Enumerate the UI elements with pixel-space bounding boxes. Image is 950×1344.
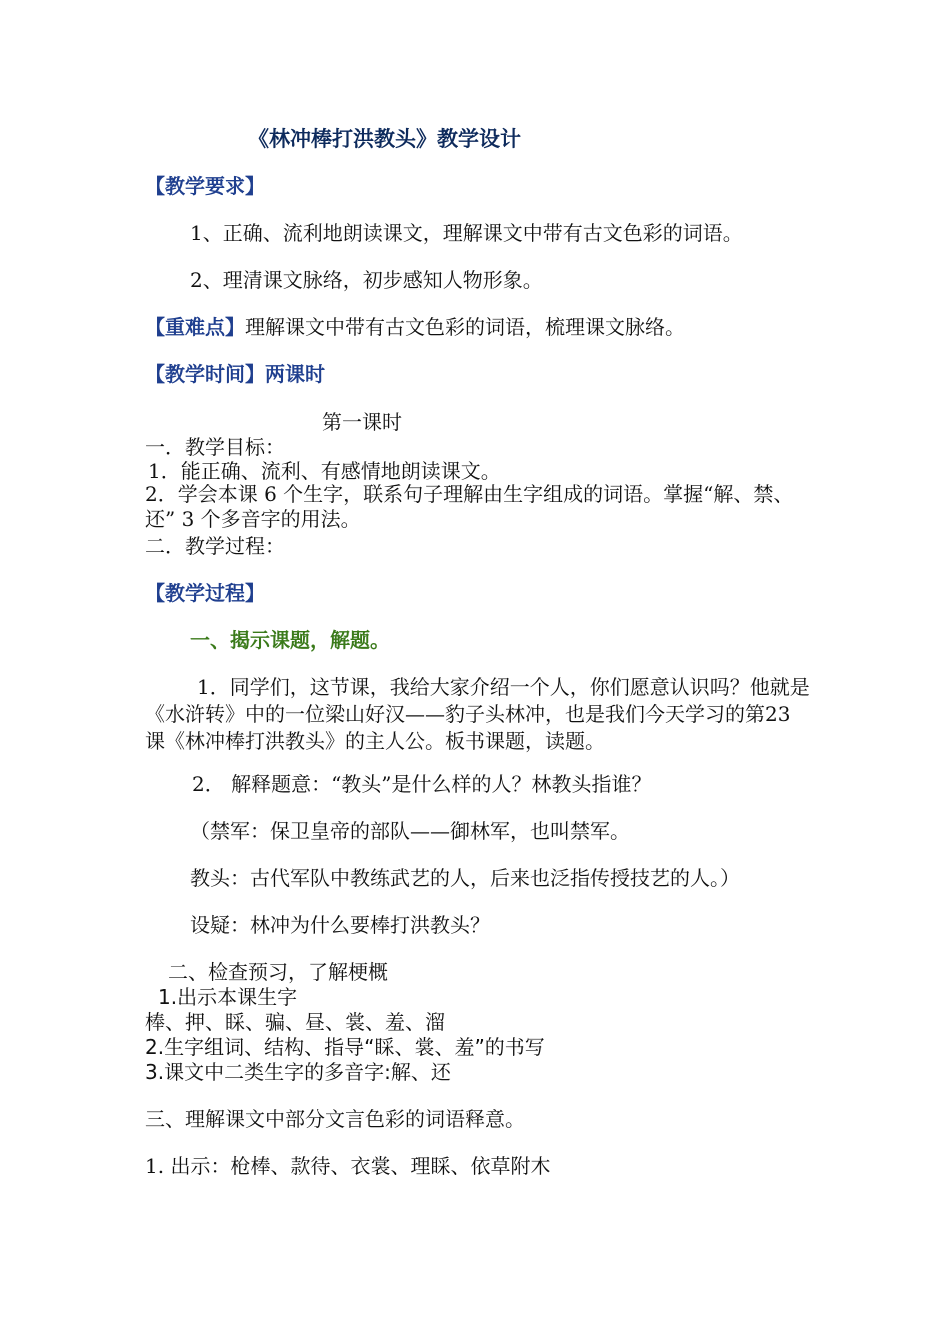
step-1-paragraph-4: 教头：古代军队中教练武艺的人，后来也泛指传授技艺的人。） bbox=[190, 866, 740, 890]
step-2-item-1: 1.出示本课生字 bbox=[158, 985, 298, 1009]
section-heading-requirements: 【教学要求】 bbox=[145, 174, 265, 198]
step-2-item-3: 3.课文中二类生字的多音字:解、还 bbox=[145, 1060, 451, 1084]
step-2-item-2: 2.生字组词、结构、指导“睬、裳、羞”的书写 bbox=[145, 1035, 545, 1059]
step-1-paragraph-1: 1．同学们，这节课，我给大家介绍一个人，你们愿意认识吗？他就是《水浒转》中的一位梁山好汉——豹子头林冲，也是我们今天学习的第23课《林冲棒打洪教头》的主人公。板书课题，读题。 bbox=[145, 675, 810, 753]
section-heading-key-points: 【重难点】 bbox=[145, 315, 245, 339]
lesson-one-title: 第一课时 bbox=[322, 410, 402, 434]
requirement-item-2: 2、理清课文脉络，初步感知人物形象。 bbox=[190, 268, 543, 292]
step-1-paragraph-5: 设疑：林冲为什么要棒打洪教头？ bbox=[190, 913, 490, 937]
goal-item-1: 1．能正确、流利、有感情地朗读课文。 bbox=[148, 459, 501, 483]
step-2-characters: 棒、押、睬、骗、昼、裳、羞、溜 bbox=[145, 1010, 445, 1034]
step-1-paragraph-2: 2． 解释题意：“教头”是什么样的人？林教头指谁？ bbox=[192, 772, 652, 796]
step-2-heading: 二、检查预习，了解梗概 bbox=[168, 960, 388, 984]
step-3-item-1: 1. 出示：枪棒、款待、衣裳、理睬、依草附木 bbox=[145, 1154, 551, 1178]
key-points-text: 理解课文中带有古文色彩的词语，梳理课文脉络。 bbox=[245, 315, 685, 339]
key-points-line bbox=[145, 314, 685, 340]
document-title: 《林冲棒打洪教头》教学设计 bbox=[248, 127, 521, 151]
step-3-heading: 三、理解课文中部分文言色彩的词语释意。 bbox=[145, 1107, 525, 1131]
step-1-heading: 一、揭示课题，解题。 bbox=[190, 628, 390, 652]
step-1-paragraph-3: （禁军：保卫皇帝的部队——御林军，也叫禁军。 bbox=[190, 819, 630, 843]
process-subheading: 二．教学过程： bbox=[145, 534, 285, 558]
requirement-item-1: 1、正确、流利地朗读课文，理解课文中带有古文色彩的词语。 bbox=[190, 221, 743, 245]
section-heading-process: 【教学过程】 bbox=[145, 581, 265, 605]
goal-heading: 一．教学目标： bbox=[145, 435, 285, 459]
section-heading-time: 【教学时间】两课时 bbox=[145, 362, 325, 386]
goal-item-2: 2．学会本课 6 个生字，联系句子理解由生字组成的词语。掌握“解、禁、还” 3 个多音字的用法。 bbox=[145, 482, 794, 531]
